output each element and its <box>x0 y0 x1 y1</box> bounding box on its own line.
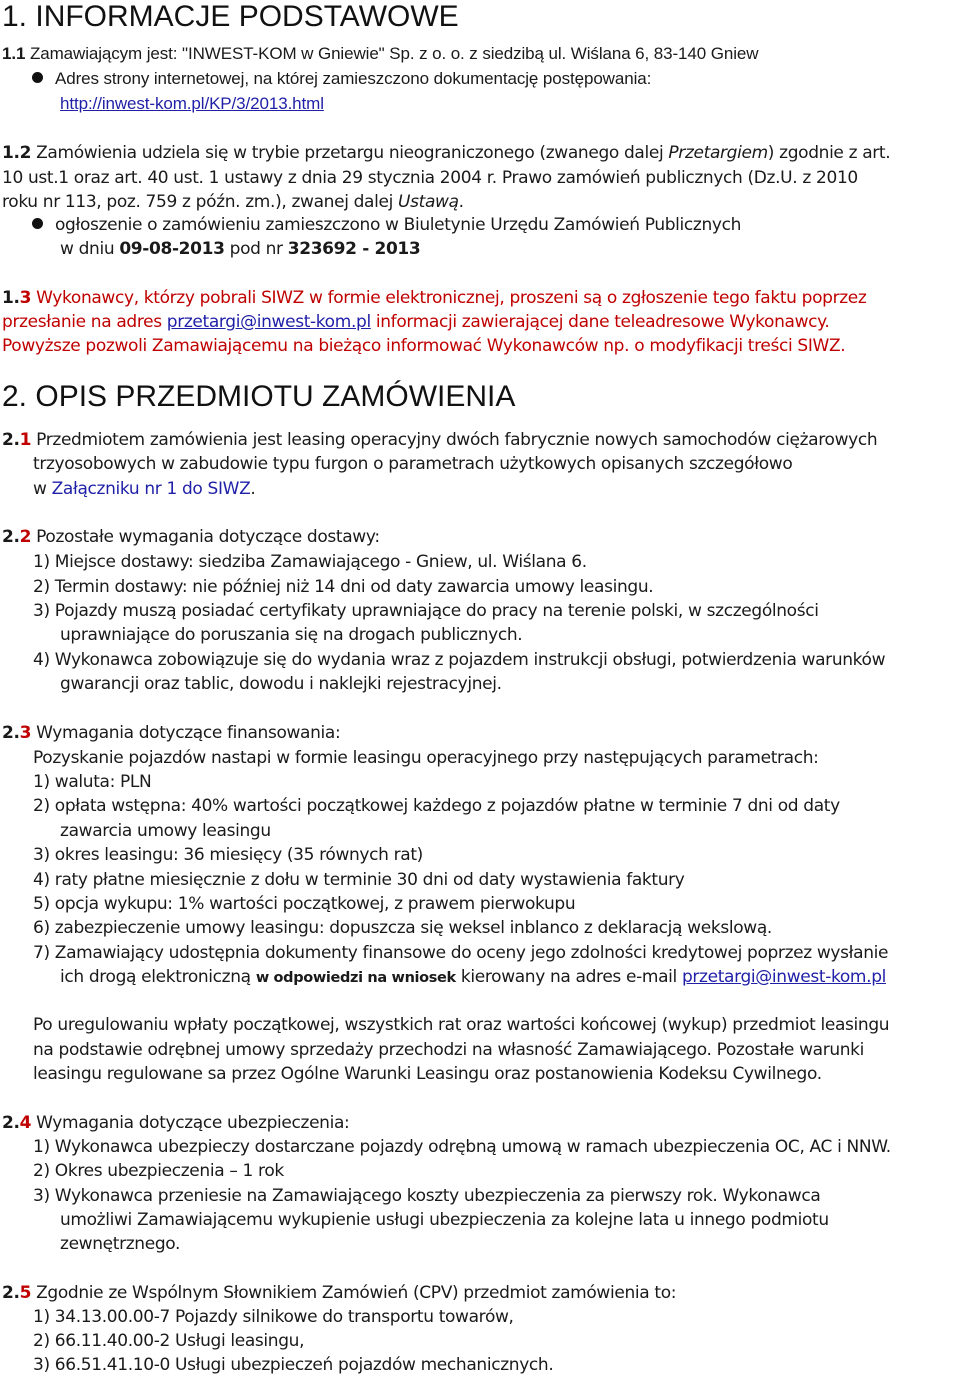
bullet-text: Adres strony internetowej, na której zamieszczono dokumentację postępowania: <box>55 69 652 88</box>
delivery-item-4: 4) Wykonawca zobowiązuje się do wydania wraz z pojazdem instrukcji obsługi, potwierdzenia warunków <box>33 650 886 670</box>
text: kierowany na adres e-mail <box>455 967 682 987</box>
bold-text: w odpowiedzi na wniosek <box>255 970 456 986</box>
paragraph-number: 1. <box>2 288 20 308</box>
text: w dniu <box>60 239 120 259</box>
cpv-item-2: 2) 66.11.40.00-2 Usługi leasingu, <box>33 1331 305 1351</box>
announcement-date-line <box>60 237 420 261</box>
text: . <box>458 192 464 212</box>
finance-item-4: 4) raty płatne miesięcznie z dołu w terminie 30 dni od daty wystawienia faktury <box>33 870 685 890</box>
finance-item-2: 2) opłata wstępna: 40% wartości początkowej każdego z pojazdów płatne w terminie 7 dni od daty <box>33 796 840 816</box>
website-line <box>60 92 324 116</box>
bullet-announcement <box>31 213 741 237</box>
delivery-item-4-cont: gwarancji oraz tablic, dowodu i naklejki rejestracyjnej. <box>60 674 502 694</box>
insurance-item-3-cont-2: zewnętrznego. <box>60 1234 181 1254</box>
paragraph-2-4 <box>2 1111 349 1135</box>
leasing-paragraph-line-3: leasingu regulowane sa przez Ogólne Warunki Leasingu oraz postanowienia Kodeksu Cywilnego. <box>33 1064 822 1084</box>
text: roku nr 113, poz. 759 z późn. zm.), zwanej dalej <box>2 192 399 212</box>
paragraph-number: 2. <box>2 723 20 743</box>
insurance-item-3-cont: umożliwi Zamawiającemu wykupienie usługi ubezpieczenia za kolejne lata u innego podmiotu <box>60 1210 829 1230</box>
paragraph-number: 2. <box>2 1113 20 1133</box>
paragraph-2-1-line-3 <box>33 477 255 501</box>
paragraph-text: Zamawiającym jest: "INWEST-KOM w Gniewie" Sp. z o. o. z siedzibą ul. Wiślana 6, 83-140 Gniew <box>25 44 759 63</box>
paragraph-number-sub: 2 <box>19 527 32 547</box>
text: Zamówienia udziela się w trybie przetargu nieograniczonego (zwanego dalej <box>31 143 669 163</box>
text: ich drogą elektroniczną <box>60 967 256 987</box>
paragraph-1-2-line-3 <box>2 190 464 214</box>
annex-reference-link[interactable]: Załączniku nr 1 do SIWZ <box>51 479 251 499</box>
paragraph-1-1 <box>2 42 758 66</box>
paragraph-number-sub: 1 <box>19 430 32 450</box>
paragraph-1-3 <box>2 286 867 310</box>
finance-item-5: 5) opcja wykupu: 1% wartości początkowej, z prawem pierwokupu <box>33 894 576 914</box>
paragraph-number-sub: 4 <box>19 1113 32 1133</box>
text: pod nr <box>224 239 288 259</box>
paragraph-number-sub: 3 <box>19 723 32 743</box>
paragraph-1-2 <box>2 141 890 165</box>
paragraph-number-sub: 5 <box>19 1283 32 1303</box>
paragraph-2-1 <box>2 428 877 452</box>
paragraph-title: Zgodnie ze Wspólnym Słownikiem Zamówień (CPV) przedmiot zamówienia to: <box>31 1283 677 1303</box>
finance-item-7-cont <box>60 965 886 990</box>
email-link[interactable]: przetargi@inwest-kom.pl <box>166 312 371 332</box>
text: ) zgodnie z art. <box>767 143 891 163</box>
insurance-item-3: 3) Wykonawca przeniesie na Zamawiającego koszty ubezpieczenia za pierwszy rok. Wykonawca <box>33 1186 821 1206</box>
text: w <box>33 479 52 499</box>
italic-term: Ustawą <box>398 192 459 212</box>
finance-item-1: 1) waluta: PLN <box>33 772 152 792</box>
website-link[interactable]: http://inwest-kom.pl/KP/3/2013.html <box>60 94 324 113</box>
paragraph-2-2 <box>2 525 380 549</box>
paragraph-1-3-line-2 <box>2 310 830 334</box>
paragraph-title: Wymagania dotyczące ubezpieczenia: <box>31 1113 350 1133</box>
bullet-website <box>31 67 651 91</box>
email-link[interactable]: przetargi@inwest-kom.pl <box>681 967 887 987</box>
text: . <box>250 479 256 499</box>
paragraph-number: 2. <box>2 430 20 450</box>
section-2-heading: 2. OPIS PRZEDMIOTU ZAMÓWIENIA <box>2 380 516 413</box>
cpv-item-3: 3) 66.51.41.10-0 Usługi ubezpieczeń pojazdów mechanicznych. <box>33 1355 554 1375</box>
finance-item-6: 6) zabezpieczenie umowy leasingu: dopuszcza się weksel inblanco z deklaracją wekslową. <box>33 918 772 938</box>
text: przesłanie na adres <box>2 312 167 332</box>
announcement-number: 323692 - 2013 <box>287 239 421 259</box>
italic-term: Przetargiem <box>668 143 768 163</box>
leasing-paragraph-line-1: Po uregulowaniu wpłaty początkowej, wszystkich rat oraz wartości końcowej (wykup) przedmiot leasingu <box>33 1015 890 1035</box>
paragraph-title: Wymagania dotyczące finansowania: <box>31 723 341 743</box>
paragraph-1-3-line-3: Powyższe pozwoli Zamawiającemu na bieżąco informować Wykonawców np. o modyfikacji treści SIWZ. <box>2 336 846 356</box>
leasing-paragraph-line-2: na podstawie odrębnej umowy sprzedaży przechodzi na własność Zamawiającego. Pozostałe warunki <box>33 1040 865 1060</box>
paragraph-2-3 <box>2 721 340 745</box>
paragraph-title: Pozostałe wymagania dotyczące dostawy: <box>31 527 380 547</box>
paragraph-number: 1.2 <box>2 143 32 163</box>
insurance-item-1: 1) Wykonawca ubezpieczy dostarczane pojazdy odrębną umową w ramach ubezpieczenia OC, AC i NNW. <box>33 1137 891 1157</box>
delivery-item-2: 2) Termin dostawy: nie później niż 14 dni od daty zawarcia umowy leasingu. <box>33 577 654 597</box>
cpv-item-1: 1) 34.13.00.00-7 Pojazdy silnikowe do transportu towarów, <box>33 1307 514 1327</box>
bullet-icon <box>32 218 43 229</box>
paragraph-number: 2. <box>2 1283 20 1303</box>
delivery-item-1: 1) Miejsce dostawy: siedziba Zamawiającego - Gniew, ul. Wiślana 6. <box>33 552 587 572</box>
paragraph-number: 2. <box>2 527 20 547</box>
finance-item-3: 3) okres leasingu: 36 miesięcy (35 równych rat) <box>33 845 423 865</box>
section-1-heading: 1. INFORMACJE PODSTAWOWE <box>2 0 459 33</box>
paragraph-2-5 <box>2 1281 676 1305</box>
bullet-icon <box>32 72 43 83</box>
delivery-item-3-cont: uprawniające do poruszania się na drogach publicznych. <box>60 625 523 645</box>
finance-item-7: 7) Zamawiający udostępnia dokumenty finansowe do oceny jego zdolności kredytowej poprzez wysłanie <box>33 943 889 963</box>
text: informacji zawierającej dane teleadresowe Wykonawcy. <box>370 312 830 332</box>
bullet-text: ogłoszenie o zamówieniu zamieszczono w Biuletynie Urzędu Zamówień Publicznych <box>55 215 742 235</box>
finance-item-2-cont: zawarcia umowy leasingu <box>60 821 271 841</box>
text: Przedmiotem zamówienia jest leasing operacyjny dwóch fabrycznie nowych samochodów ciężarowych <box>31 430 878 450</box>
insurance-item-2: 2) Okres ubezpieczenia – 1 rok <box>33 1161 284 1181</box>
paragraph-number: 1.1 <box>2 44 26 63</box>
paragraph-1-2-line-2: 10 ust.1 oraz art. 40 ust. 1 ustawy z dnia 29 stycznia 2004 r. Prawo zamówień publicznych (Dz.U. z 2010 <box>2 168 858 188</box>
paragraph-2-1-line-2: trzyosobowych w zabudowie typu furgon o parametrach użytkowych opisanych szczegółowo <box>33 454 793 474</box>
paragraph-number-sub: 3 <box>19 288 32 308</box>
delivery-item-3: 3) Pojazdy muszą posiadać certyfikaty uprawniające do pracy na terenie polski, w szczególności <box>33 601 819 621</box>
text: Wykonawcy, którzy pobrali SIWZ w formie elektronicznej, proszeni są o zgłoszenie tego faktu poprzez <box>31 288 867 308</box>
announcement-date: 09-08-2013 <box>119 239 225 259</box>
finance-intro: Pozyskanie pojazdów nastapi w formie leasingu operacyjnego przy następujących parametrach: <box>33 748 819 768</box>
